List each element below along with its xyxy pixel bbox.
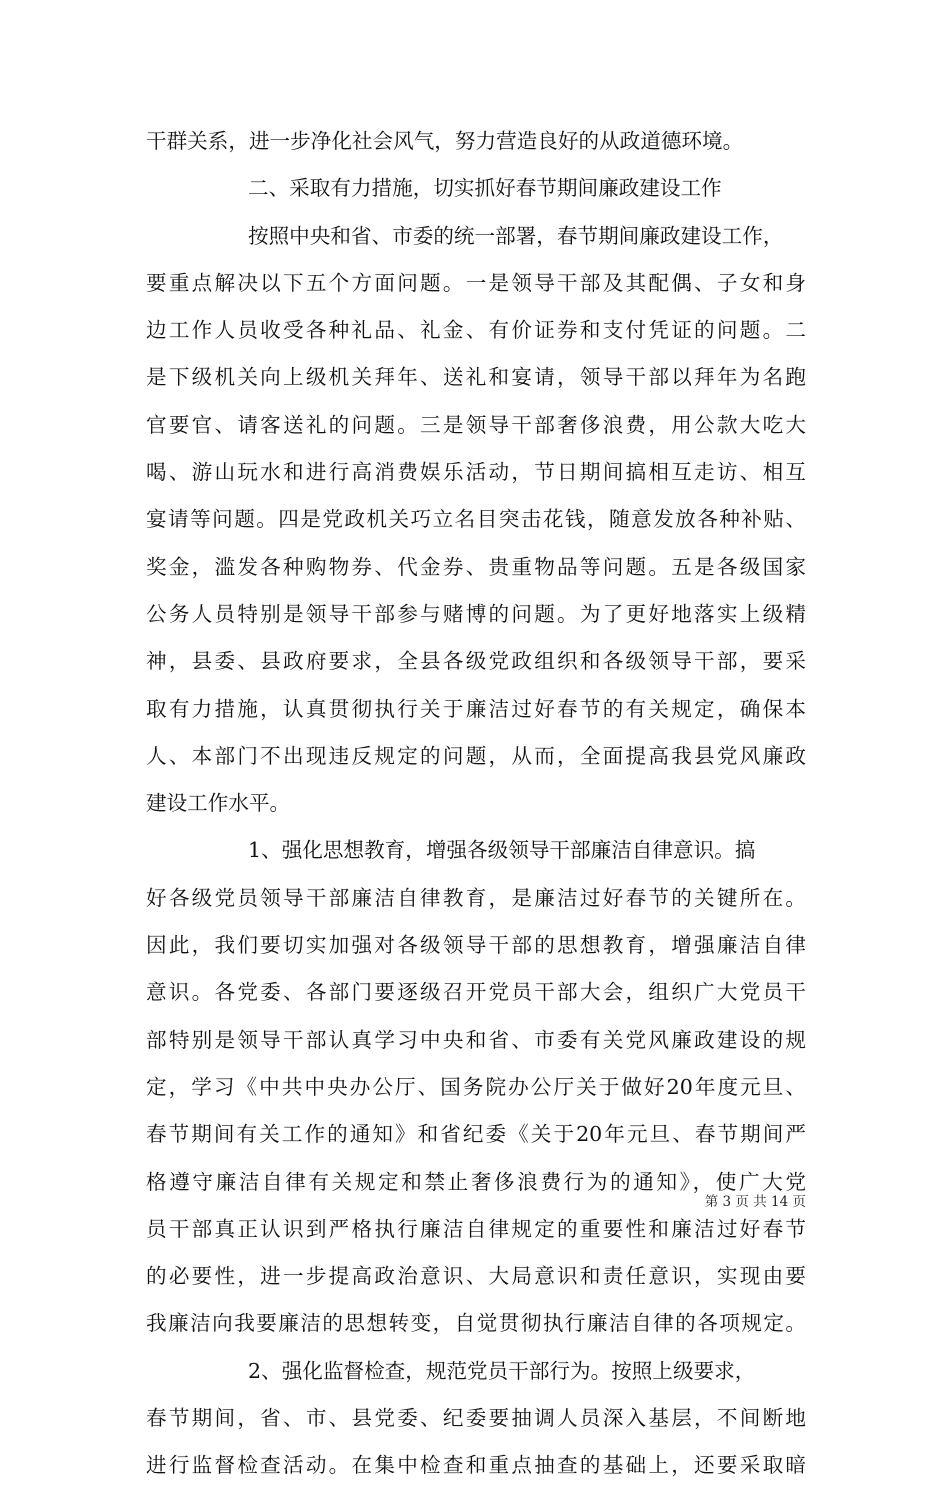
text-line-07: 官要官、请客送礼的问题。三是领导干部奢侈浪费，用公款大吃大 xyxy=(146,412,806,437)
text-line-21: 定，学习《中共中央办公厅、国务院办公厅关于做好20年度元旦、 xyxy=(146,1074,806,1099)
section-heading-2: 二、采取有力措施，切实抓好春节期间廉政建设工作 xyxy=(248,176,722,201)
text-line-05: 边工作人员收受各种礼品、礼金、有价证券和支付凭证的问题。二 xyxy=(146,318,806,343)
text-line-18: 因此，我们要切实加强对各级领导干部的思想教育，增强廉洁自律 xyxy=(146,933,806,958)
text-line-01: 干群关系，进一步净化社会风气，努力营造良好的从政道德环境。 xyxy=(146,129,744,153)
text-line-19: 意识。各党委、各部门要逐级召开党员干部大会，组织广大党员干 xyxy=(146,980,806,1005)
text-line-12: 神，县委、县政府要求，全县各级党政组织和各级领导干部，要采 xyxy=(146,649,806,674)
text-line-04: 要重点解决以下五个方面问题。一是领导干部及其配偶、子女和身 xyxy=(146,270,806,295)
text-line-09: 宴请等问题。四是党政机关巧立名目突击花钱，随意发放各种补贴、 xyxy=(146,507,806,532)
text-line-14: 人、本部门不出现违反规定的问题，从而，全面提高我县党风廉政 xyxy=(146,743,806,768)
text-line-08: 喝、游山玩水和进行高消费娱乐活动，节日期间搞相互走访、相互 xyxy=(146,460,806,485)
text-line-15: 建设工作水平。 xyxy=(146,791,291,816)
text-line-29: 进行监督检查活动。在集中检查和重点抽查的基础上，还要采取暗 xyxy=(146,1453,806,1478)
text-line-25: 的必要性，进一步提高政治意识、大局意识和责任意识，实现由要 xyxy=(146,1264,806,1289)
text-line-20: 部特别是领导干部认真学习中央和省、市委有关党风廉政建设的规 xyxy=(146,1027,806,1052)
text-line-13: 取有力措施，认真贯彻执行关于廉洁过好春节的有关规定，确保本 xyxy=(146,696,806,721)
subsection-heading-1: 1、强化思想教育，增强各级领导干部廉洁自律意识。搞 xyxy=(248,838,756,863)
text-line-11: 公务人员特别是领导干部参与赌博的问题。为了更好地落实上级精 xyxy=(146,601,806,626)
text-line-26: 我廉洁向我要廉洁的思想转变，自觉贯彻执行廉洁自律的各项规定。 xyxy=(146,1311,806,1336)
text-line-23: 格遵守廉洁自律有关规定和禁止奢侈浪费行为的通知》，使广大党 xyxy=(146,1169,806,1194)
body-text xyxy=(146,118,806,1490)
text-line-24: 员干部真正认识到严格执行廉洁自律规定的重要性和廉洁过好春节 xyxy=(146,1216,806,1241)
subsection-heading-2: 2、强化监督检查，规范党员干部行为。按照上级要求， xyxy=(248,1358,756,1383)
text-line-10: 奖金，滥发各种购物券、代金券、贵重物品等问题。五是各级国家 xyxy=(146,554,806,579)
text-line-22: 春节期间有关工作的通知》和省纪委《关于20年元旦、春节期间严 xyxy=(146,1122,806,1147)
text-line-03: 按照中央和省、市委的统一部署，春节期间廉政建设工作， xyxy=(248,223,784,248)
page-number-footer: 第 3 页 共 14 页 xyxy=(704,1194,806,1210)
text-line-28: 春节期间，省、市、县党委、纪委要抽调人员深入基层，不间断地 xyxy=(146,1406,806,1431)
text-line-17: 好各级党员领导干部廉洁自律教育，是廉洁过好春节的关键所在。 xyxy=(146,885,806,910)
text-line-06: 是下级机关向上级机关拜年、送礼和宴请，领导干部以拜年为名跑 xyxy=(146,365,806,390)
